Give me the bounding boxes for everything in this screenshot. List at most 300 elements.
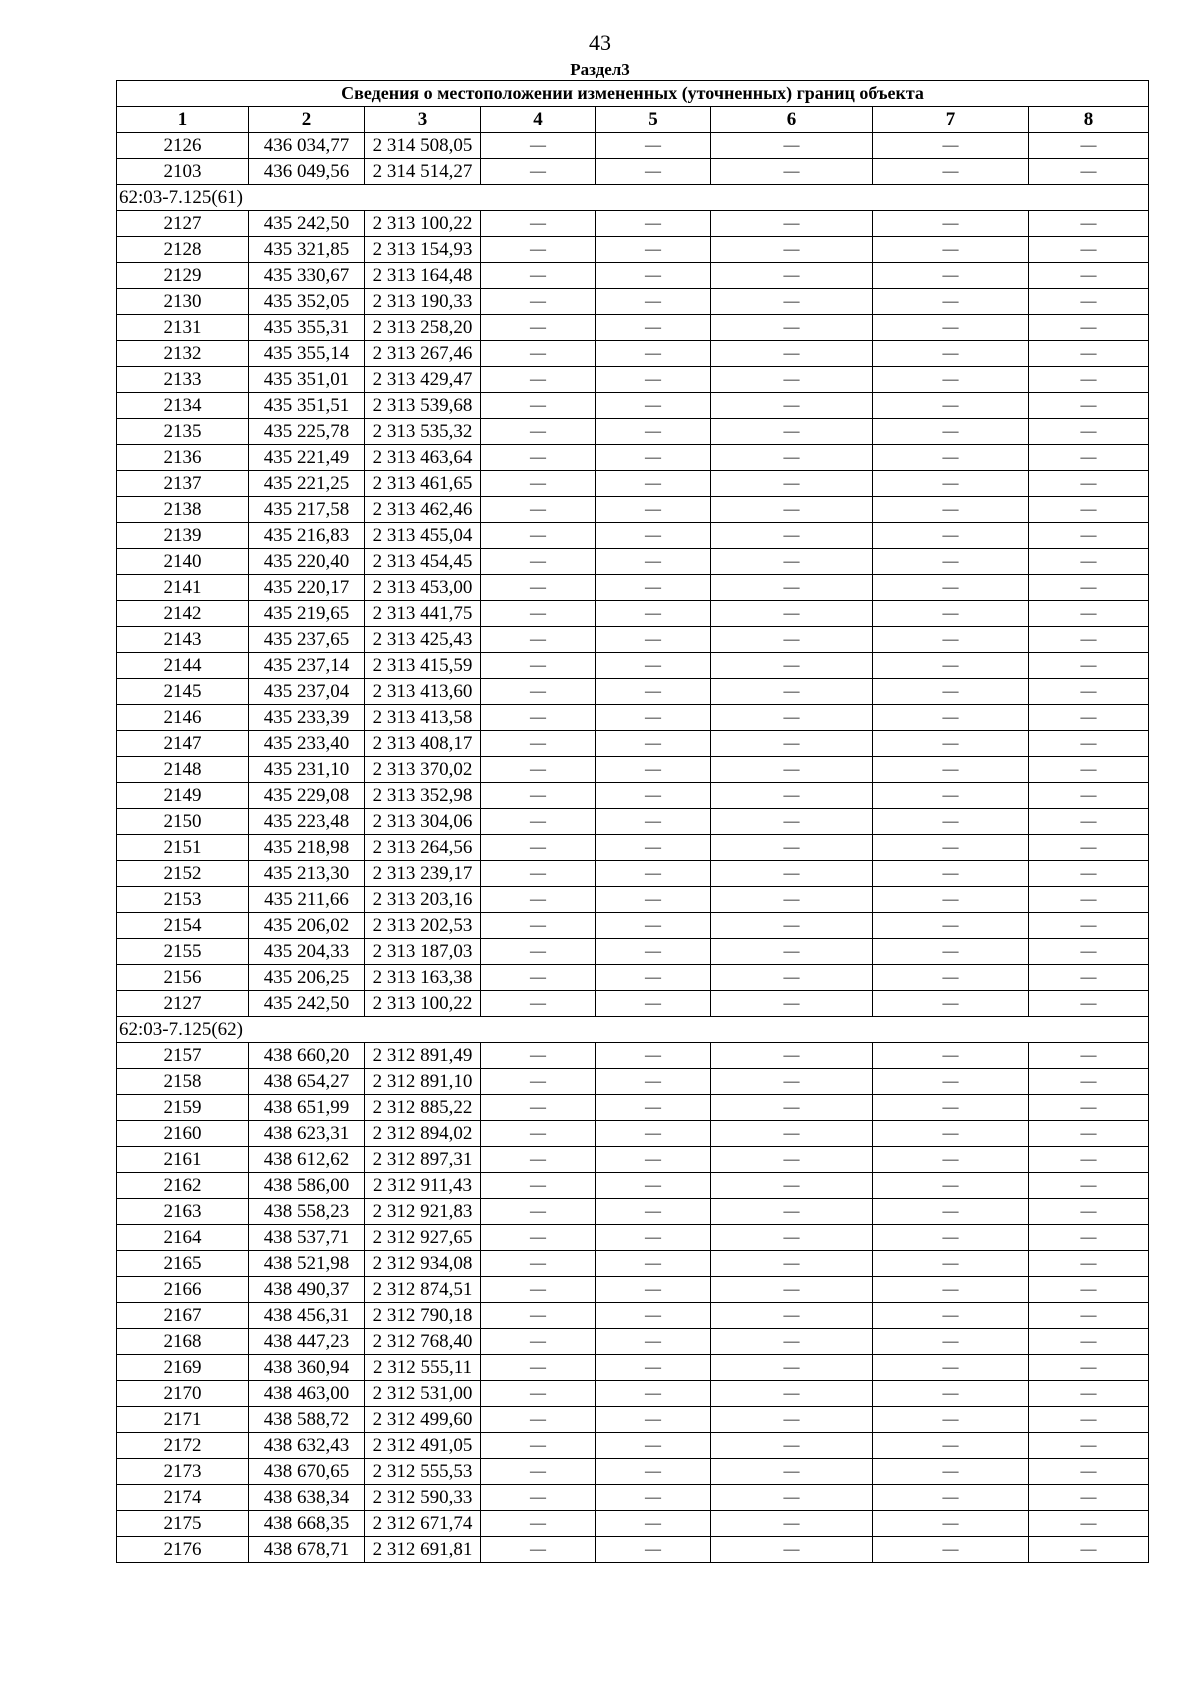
point-number-cell: 2160	[117, 1121, 249, 1147]
empty-dash-cell: —	[596, 991, 711, 1017]
empty-dash-cell: —	[711, 913, 873, 939]
y-coordinate-cell: 2 313 264,56	[365, 835, 481, 861]
empty-dash-cell: —	[1029, 939, 1149, 965]
y-coordinate-cell: 2 314 514,27	[365, 159, 481, 185]
point-number-cell: 2167	[117, 1303, 249, 1329]
empty-dash-cell: —	[481, 289, 596, 315]
empty-dash-cell: —	[873, 1277, 1029, 1303]
empty-dash-cell: —	[711, 1043, 873, 1069]
x-coordinate-cell: 435 211,66	[249, 887, 365, 913]
column-header-row	[117, 107, 1149, 133]
empty-dash-cell: —	[873, 1355, 1029, 1381]
table-row	[117, 1511, 1149, 1537]
empty-dash-cell: —	[1029, 653, 1149, 679]
empty-dash-cell: —	[596, 627, 711, 653]
empty-dash-cell: —	[596, 1199, 711, 1225]
point-number-cell: 2145	[117, 679, 249, 705]
x-coordinate-cell: 438 456,31	[249, 1303, 365, 1329]
empty-dash-cell: —	[873, 1511, 1029, 1537]
empty-dash-cell: —	[596, 497, 711, 523]
empty-dash-cell: —	[873, 1043, 1029, 1069]
empty-dash-cell: —	[873, 835, 1029, 861]
empty-dash-cell: —	[481, 133, 596, 159]
y-coordinate-cell: 2 313 461,65	[365, 471, 481, 497]
empty-dash-cell: —	[596, 1407, 711, 1433]
y-coordinate-cell: 2 312 491,05	[365, 1433, 481, 1459]
point-number-cell: 2136	[117, 445, 249, 471]
x-coordinate-cell: 435 231,10	[249, 757, 365, 783]
empty-dash-cell: —	[711, 497, 873, 523]
x-coordinate-cell: 438 651,99	[249, 1095, 365, 1121]
empty-dash-cell: —	[596, 1069, 711, 1095]
y-coordinate-cell: 2 313 425,43	[365, 627, 481, 653]
point-number-cell: 2165	[117, 1251, 249, 1277]
x-coordinate-cell: 438 654,27	[249, 1069, 365, 1095]
y-coordinate-cell: 2 313 190,33	[365, 289, 481, 315]
empty-dash-cell: —	[596, 939, 711, 965]
column-header: 7	[873, 107, 1029, 133]
empty-dash-cell: —	[481, 627, 596, 653]
empty-dash-cell: —	[1029, 757, 1149, 783]
point-number-cell: 2133	[117, 367, 249, 393]
empty-dash-cell: —	[873, 1433, 1029, 1459]
y-coordinate-cell: 2 312 671,74	[365, 1511, 481, 1537]
empty-dash-cell: —	[873, 861, 1029, 887]
table-row	[117, 497, 1149, 523]
empty-dash-cell: —	[481, 601, 596, 627]
empty-dash-cell: —	[873, 1459, 1029, 1485]
empty-dash-cell: —	[873, 549, 1029, 575]
x-coordinate-cell: 435 206,02	[249, 913, 365, 939]
point-number-cell: 2147	[117, 731, 249, 757]
empty-dash-cell: —	[481, 1043, 596, 1069]
empty-dash-cell: —	[711, 419, 873, 445]
empty-dash-cell: —	[596, 315, 711, 341]
table-row	[117, 1433, 1149, 1459]
x-coordinate-cell: 435 355,14	[249, 341, 365, 367]
table-row	[117, 289, 1149, 315]
empty-dash-cell: —	[1029, 367, 1149, 393]
table-row	[117, 965, 1149, 991]
empty-dash-cell: —	[711, 1459, 873, 1485]
y-coordinate-cell: 2 313 413,60	[365, 679, 481, 705]
empty-dash-cell: —	[1029, 835, 1149, 861]
section-title: Раздел3	[570, 60, 630, 79]
x-coordinate-cell: 438 678,71	[249, 1537, 365, 1563]
empty-dash-cell: —	[873, 1329, 1029, 1355]
empty-dash-cell: —	[873, 159, 1029, 185]
empty-dash-cell: —	[1029, 1043, 1149, 1069]
column-header: 8	[1029, 107, 1149, 133]
y-coordinate-cell: 2 312 531,00	[365, 1381, 481, 1407]
group-row	[117, 185, 1149, 211]
y-coordinate-cell: 2 312 897,31	[365, 1147, 481, 1173]
table-row	[117, 939, 1149, 965]
table-row	[117, 315, 1149, 341]
empty-dash-cell: —	[481, 1433, 596, 1459]
y-coordinate-cell: 2 313 202,53	[365, 913, 481, 939]
table-row	[117, 1407, 1149, 1433]
empty-dash-cell: —	[873, 705, 1029, 731]
empty-dash-cell: —	[596, 809, 711, 835]
empty-dash-cell: —	[596, 263, 711, 289]
table-row	[117, 341, 1149, 367]
x-coordinate-cell: 435 216,83	[249, 523, 365, 549]
empty-dash-cell: —	[873, 627, 1029, 653]
empty-dash-cell: —	[873, 1537, 1029, 1563]
y-coordinate-cell: 2 312 555,53	[365, 1459, 481, 1485]
empty-dash-cell: —	[481, 1147, 596, 1173]
y-coordinate-cell: 2 313 258,20	[365, 315, 481, 341]
table-row	[117, 1095, 1149, 1121]
point-number-cell: 2156	[117, 965, 249, 991]
point-number-cell: 2152	[117, 861, 249, 887]
page-number: 43	[589, 30, 611, 55]
table-row	[117, 1329, 1149, 1355]
empty-dash-cell: —	[596, 445, 711, 471]
empty-dash-cell: —	[481, 1381, 596, 1407]
empty-dash-cell: —	[873, 315, 1029, 341]
empty-dash-cell: —	[596, 1121, 711, 1147]
empty-dash-cell: —	[481, 653, 596, 679]
empty-dash-cell: —	[873, 913, 1029, 939]
x-coordinate-cell: 435 237,04	[249, 679, 365, 705]
table-row	[117, 1381, 1149, 1407]
column-header: 5	[596, 107, 711, 133]
empty-dash-cell: —	[873, 1173, 1029, 1199]
empty-dash-cell: —	[481, 1407, 596, 1433]
empty-dash-cell: —	[1029, 1277, 1149, 1303]
empty-dash-cell: —	[481, 1199, 596, 1225]
empty-dash-cell: —	[596, 211, 711, 237]
empty-dash-cell: —	[1029, 731, 1149, 757]
empty-dash-cell: —	[481, 1225, 596, 1251]
y-coordinate-cell: 2 313 352,98	[365, 783, 481, 809]
empty-dash-cell: —	[481, 1173, 596, 1199]
point-number-cell: 2137	[117, 471, 249, 497]
point-number-cell: 2173	[117, 1459, 249, 1485]
table-row	[117, 419, 1149, 445]
empty-dash-cell: —	[711, 1095, 873, 1121]
empty-dash-cell: —	[1029, 783, 1149, 809]
empty-dash-cell: —	[711, 445, 873, 471]
point-number-cell: 2162	[117, 1173, 249, 1199]
empty-dash-cell: —	[1029, 211, 1149, 237]
x-coordinate-cell: 435 237,14	[249, 653, 365, 679]
x-coordinate-cell: 438 586,00	[249, 1173, 365, 1199]
x-coordinate-cell: 438 521,98	[249, 1251, 365, 1277]
point-number-cell: 2131	[117, 315, 249, 341]
empty-dash-cell: —	[711, 835, 873, 861]
empty-dash-cell: —	[481, 965, 596, 991]
y-coordinate-cell: 2 312 894,02	[365, 1121, 481, 1147]
x-coordinate-cell: 438 447,23	[249, 1329, 365, 1355]
empty-dash-cell: —	[873, 289, 1029, 315]
empty-dash-cell: —	[481, 1511, 596, 1537]
empty-dash-cell: —	[596, 1433, 711, 1459]
empty-dash-cell: —	[711, 939, 873, 965]
x-coordinate-cell: 435 233,39	[249, 705, 365, 731]
empty-dash-cell: —	[481, 1121, 596, 1147]
point-number-cell: 2169	[117, 1355, 249, 1381]
empty-dash-cell: —	[1029, 887, 1149, 913]
y-coordinate-cell: 2 312 891,49	[365, 1043, 481, 1069]
empty-dash-cell: —	[1029, 1537, 1149, 1563]
empty-dash-cell: —	[711, 1511, 873, 1537]
empty-dash-cell: —	[596, 237, 711, 263]
x-coordinate-cell: 435 321,85	[249, 237, 365, 263]
x-coordinate-cell: 438 632,43	[249, 1433, 365, 1459]
empty-dash-cell: —	[873, 133, 1029, 159]
empty-dash-cell: —	[711, 1433, 873, 1459]
empty-dash-cell: —	[481, 1095, 596, 1121]
empty-dash-cell: —	[596, 913, 711, 939]
table-row	[117, 471, 1149, 497]
empty-dash-cell: —	[873, 1147, 1029, 1173]
empty-dash-cell: —	[711, 1485, 873, 1511]
empty-dash-cell: —	[596, 1225, 711, 1251]
table-row	[117, 1485, 1149, 1511]
y-coordinate-cell: 2 313 187,03	[365, 939, 481, 965]
empty-dash-cell: —	[481, 367, 596, 393]
table-row	[117, 1069, 1149, 1095]
empty-dash-cell: —	[711, 783, 873, 809]
table-row	[117, 835, 1149, 861]
empty-dash-cell: —	[711, 315, 873, 341]
y-coordinate-cell: 2 312 934,08	[365, 1251, 481, 1277]
table-row	[117, 913, 1149, 939]
empty-dash-cell: —	[711, 1199, 873, 1225]
x-coordinate-cell: 435 330,67	[249, 263, 365, 289]
point-number-cell: 2140	[117, 549, 249, 575]
point-number-cell: 2176	[117, 1537, 249, 1563]
empty-dash-cell: —	[481, 783, 596, 809]
empty-dash-cell: —	[711, 601, 873, 627]
point-number-cell: 2142	[117, 601, 249, 627]
point-number-cell: 2134	[117, 393, 249, 419]
x-coordinate-cell: 435 206,25	[249, 965, 365, 991]
empty-dash-cell: —	[873, 731, 1029, 757]
empty-dash-cell: —	[1029, 1147, 1149, 1173]
empty-dash-cell: —	[481, 757, 596, 783]
y-coordinate-cell: 2 312 768,40	[365, 1329, 481, 1355]
x-coordinate-cell: 435 213,30	[249, 861, 365, 887]
table-row	[117, 1537, 1149, 1563]
empty-dash-cell: —	[711, 991, 873, 1017]
empty-dash-cell: —	[596, 835, 711, 861]
empty-dash-cell: —	[873, 367, 1029, 393]
empty-dash-cell: —	[711, 263, 873, 289]
empty-dash-cell: —	[711, 367, 873, 393]
empty-dash-cell: —	[1029, 419, 1149, 445]
table-row	[117, 757, 1149, 783]
x-coordinate-cell: 438 558,23	[249, 1199, 365, 1225]
empty-dash-cell: —	[1029, 1095, 1149, 1121]
table-row	[117, 523, 1149, 549]
x-coordinate-cell: 436 049,56	[249, 159, 365, 185]
x-coordinate-cell: 435 223,48	[249, 809, 365, 835]
empty-dash-cell: —	[481, 809, 596, 835]
empty-dash-cell: —	[873, 783, 1029, 809]
table-row	[117, 1147, 1149, 1173]
empty-dash-cell: —	[711, 887, 873, 913]
coordinates-table	[116, 80, 1149, 1563]
point-number-cell: 2166	[117, 1277, 249, 1303]
y-coordinate-cell: 2 312 691,81	[365, 1537, 481, 1563]
empty-dash-cell: —	[596, 1147, 711, 1173]
empty-dash-cell: —	[596, 523, 711, 549]
point-number-cell: 2161	[117, 1147, 249, 1173]
table-body	[117, 133, 1149, 1563]
empty-dash-cell: —	[481, 1277, 596, 1303]
empty-dash-cell: —	[711, 575, 873, 601]
x-coordinate-cell: 438 463,00	[249, 1381, 365, 1407]
point-number-cell: 2139	[117, 523, 249, 549]
empty-dash-cell: —	[873, 1069, 1029, 1095]
empty-dash-cell: —	[873, 471, 1029, 497]
empty-dash-cell: —	[1029, 679, 1149, 705]
empty-dash-cell: —	[481, 393, 596, 419]
empty-dash-cell: —	[873, 1225, 1029, 1251]
empty-dash-cell: —	[873, 809, 1029, 835]
empty-dash-cell: —	[596, 1095, 711, 1121]
point-number-cell: 2146	[117, 705, 249, 731]
empty-dash-cell: —	[711, 289, 873, 315]
column-header: 3	[365, 107, 481, 133]
empty-dash-cell: —	[481, 523, 596, 549]
column-header: 4	[481, 107, 596, 133]
point-number-cell: 2126	[117, 133, 249, 159]
empty-dash-cell: —	[481, 315, 596, 341]
empty-dash-cell: —	[596, 549, 711, 575]
empty-dash-cell: —	[481, 861, 596, 887]
point-number-cell: 2148	[117, 757, 249, 783]
y-coordinate-cell: 2 313 453,00	[365, 575, 481, 601]
empty-dash-cell: —	[873, 1199, 1029, 1225]
y-coordinate-cell: 2 313 441,75	[365, 601, 481, 627]
y-coordinate-cell: 2 312 874,51	[365, 1277, 481, 1303]
empty-dash-cell: —	[873, 575, 1029, 601]
empty-dash-cell: —	[711, 1407, 873, 1433]
y-coordinate-cell: 2 312 499,60	[365, 1407, 481, 1433]
empty-dash-cell: —	[481, 705, 596, 731]
empty-dash-cell: —	[1029, 523, 1149, 549]
empty-dash-cell: —	[711, 237, 873, 263]
table-row	[117, 1251, 1149, 1277]
empty-dash-cell: —	[596, 471, 711, 497]
empty-dash-cell: —	[481, 211, 596, 237]
empty-dash-cell: —	[481, 835, 596, 861]
empty-dash-cell: —	[596, 133, 711, 159]
empty-dash-cell: —	[711, 1537, 873, 1563]
x-coordinate-cell: 438 668,35	[249, 1511, 365, 1537]
point-number-cell: 2175	[117, 1511, 249, 1537]
y-coordinate-cell: 2 312 927,65	[365, 1225, 481, 1251]
empty-dash-cell: —	[596, 1173, 711, 1199]
empty-dash-cell: —	[596, 1277, 711, 1303]
empty-dash-cell: —	[873, 1095, 1029, 1121]
empty-dash-cell: —	[873, 1303, 1029, 1329]
table-row	[117, 705, 1149, 731]
point-number-cell: 2170	[117, 1381, 249, 1407]
empty-dash-cell: —	[1029, 627, 1149, 653]
point-number-cell: 2171	[117, 1407, 249, 1433]
empty-dash-cell: —	[873, 1121, 1029, 1147]
empty-dash-cell: —	[711, 679, 873, 705]
empty-dash-cell: —	[873, 445, 1029, 471]
empty-dash-cell: —	[711, 627, 873, 653]
empty-dash-cell: —	[711, 1251, 873, 1277]
empty-dash-cell: —	[596, 1355, 711, 1381]
empty-dash-cell: —	[873, 965, 1029, 991]
empty-dash-cell: —	[1029, 1485, 1149, 1511]
y-coordinate-cell: 2 313 454,45	[365, 549, 481, 575]
x-coordinate-cell: 435 352,05	[249, 289, 365, 315]
empty-dash-cell: —	[873, 1251, 1029, 1277]
empty-dash-cell: —	[1029, 1199, 1149, 1225]
y-coordinate-cell: 2 313 535,32	[365, 419, 481, 445]
empty-dash-cell: —	[596, 679, 711, 705]
empty-dash-cell: —	[1029, 549, 1149, 575]
y-coordinate-cell: 2 313 539,68	[365, 393, 481, 419]
empty-dash-cell: —	[596, 419, 711, 445]
empty-dash-cell: —	[873, 1485, 1029, 1511]
empty-dash-cell: —	[1029, 1303, 1149, 1329]
point-number-cell: 2172	[117, 1433, 249, 1459]
y-coordinate-cell: 2 313 154,93	[365, 237, 481, 263]
empty-dash-cell: —	[711, 653, 873, 679]
empty-dash-cell: —	[711, 393, 873, 419]
empty-dash-cell: —	[596, 705, 711, 731]
empty-dash-cell: —	[711, 1121, 873, 1147]
empty-dash-cell: —	[481, 679, 596, 705]
empty-dash-cell: —	[481, 497, 596, 523]
table-row	[117, 887, 1149, 913]
table-row	[117, 809, 1149, 835]
empty-dash-cell: —	[481, 263, 596, 289]
empty-dash-cell: —	[711, 809, 873, 835]
empty-dash-cell: —	[1029, 497, 1149, 523]
table-row	[117, 1459, 1149, 1485]
y-coordinate-cell: 2 313 100,22	[365, 211, 481, 237]
point-number-cell: 2135	[117, 419, 249, 445]
empty-dash-cell: —	[481, 445, 596, 471]
point-number-cell: 2138	[117, 497, 249, 523]
group-label: 62:03-7.125(62)	[117, 1017, 1149, 1043]
empty-dash-cell: —	[711, 133, 873, 159]
empty-dash-cell: —	[596, 367, 711, 393]
y-coordinate-cell: 2 312 921,83	[365, 1199, 481, 1225]
table-row	[117, 1173, 1149, 1199]
empty-dash-cell: —	[481, 731, 596, 757]
y-coordinate-cell: 2 312 790,18	[365, 1303, 481, 1329]
empty-dash-cell: —	[711, 1355, 873, 1381]
empty-dash-cell: —	[873, 679, 1029, 705]
empty-dash-cell: —	[711, 757, 873, 783]
point-number-cell: 2174	[117, 1485, 249, 1511]
empty-dash-cell: —	[596, 1043, 711, 1069]
empty-dash-cell: —	[711, 523, 873, 549]
empty-dash-cell: —	[481, 1069, 596, 1095]
empty-dash-cell: —	[1029, 393, 1149, 419]
empty-dash-cell: —	[873, 341, 1029, 367]
x-coordinate-cell: 435 233,40	[249, 731, 365, 757]
y-coordinate-cell: 2 312 885,22	[365, 1095, 481, 1121]
empty-dash-cell: —	[481, 939, 596, 965]
empty-dash-cell: —	[1029, 1069, 1149, 1095]
y-coordinate-cell: 2 313 100,22	[365, 991, 481, 1017]
empty-dash-cell: —	[1029, 705, 1149, 731]
